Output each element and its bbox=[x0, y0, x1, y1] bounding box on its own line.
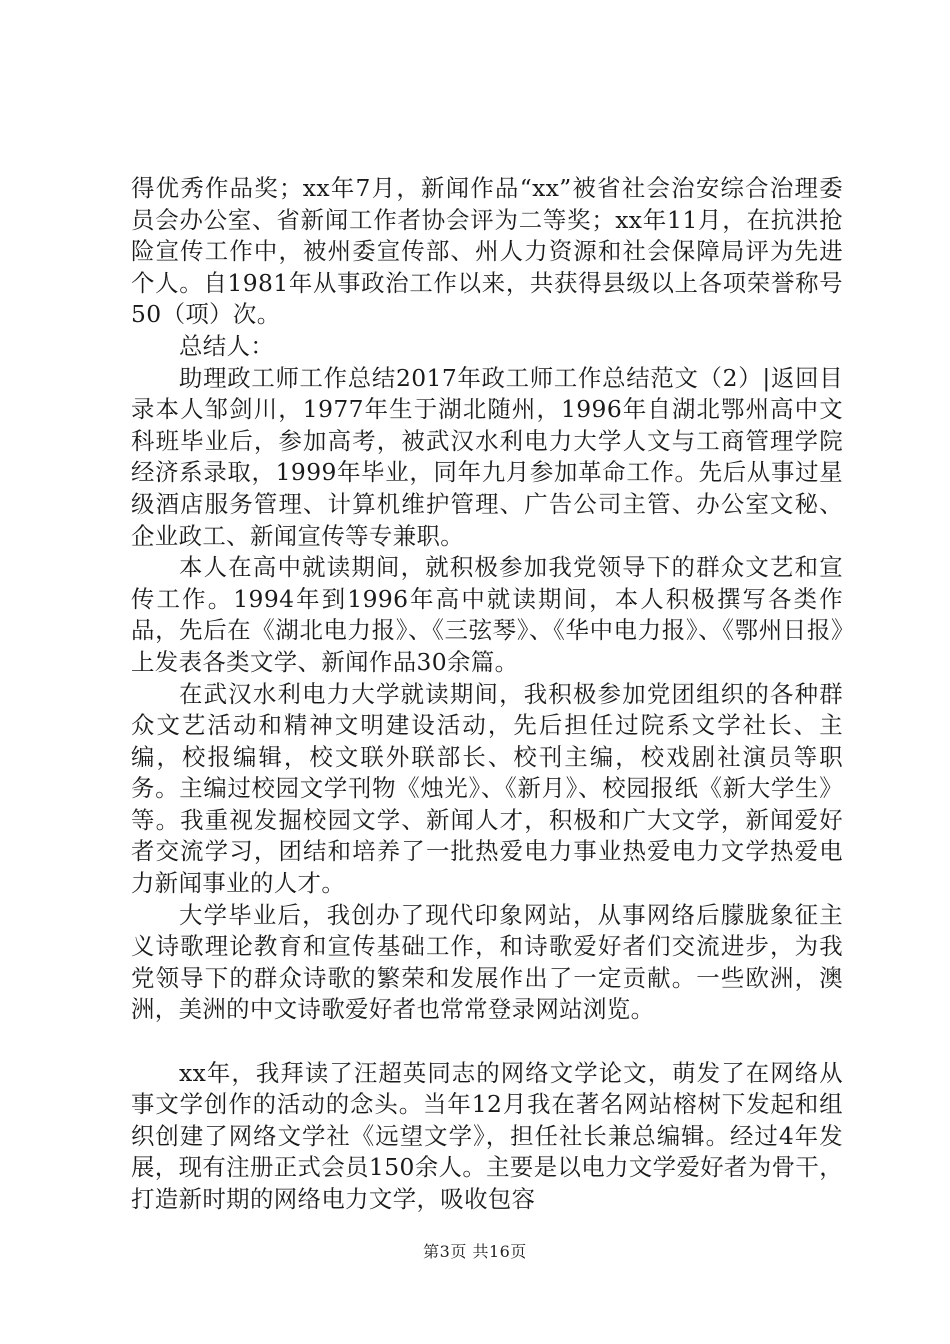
paragraph-university: 在武汉水利电力大学就读期间，我积极参加党团组织的各种群众文艺活动和精神文明建设活动，先后担任过院系文学社长、主编，校报编辑，校文联外联部长、校刊主编，校戏剧社演员等职务。主编过校园文学刊物《烛光》、《新月》、校园报纸《新大学生》等。我重视发掘校园文学、新闻人才，积极和广大文学，新闻爱好者交流学习，团结和培养了一批热爱电力事业热爱电力文学热爱电力新闻事业的人才。 bbox=[131, 679, 843, 898]
paragraph-awards-continued: 得优秀作品奖；xx年7月，新闻作品“xx”被省社会治安综合治理委员会办公室、省新闻工作者协会评为二等奖；xx年11月，在抗洪抢险宣传工作中，被州委宣传部、州人力资源和社会保障局评为先进个人。自1981年从事政治工作以来，共获得县级以上各项荣誉称号50（项）次。 bbox=[131, 174, 843, 329]
paragraph-network-literature: xx年，我拜读了汪超英同志的网络文学论文，萌发了在网络从事文学创作的活动的念头。当年12月我在著名网站榕树下发起和组织创建了网络文学社《远望文学》，担任社长兼总编辑。经过4年发展，现有注册正式会员150余人。主要是以电力文学爱好者为骨干，打造新时期的网络电力文学，吸收包容 bbox=[131, 1058, 843, 1213]
document-body bbox=[131, 173, 843, 1216]
paragraph-high-school: 本人在高中就读期间，就积极参加我党领导下的群众文艺和宣传工作。1994年到1996年高中就读期间，本人积极撰写各类作品，先后在《湖北电力报》、《三弦琴》、《华中电力报》、《鄂州日报》上发表各类文学、新闻作品30余篇。 bbox=[131, 553, 843, 676]
page-number: 第3页 共16页 bbox=[423, 1242, 527, 1261]
paragraph-signature: 总结人： bbox=[179, 331, 275, 360]
paragraph-intro: 助理政工师工作总结2017年政工师工作总结范文（2）|返回目录本人邹剑川，1977年生于湖北随州，1996年自湖北鄂州高中文科班毕业后，参加高考，被武汉水利电力大学人文与工商管理学院经济系录取，1999年毕业，同年九月参加革命工作。先后从事过星级酒店服务管理、计算机维护管理、广告公司主管、办公室文秘、企业政工、新闻宣传等专兼职。 bbox=[131, 363, 843, 550]
paragraph-after-graduation: 大学毕业后，我创办了现代印象网站，从事网络后朦胧象征主义诗歌理论教育和宣传基础工作，和诗歌爱好者们交流进步，为我党领导下的群众诗歌的繁荣和发展作出了一定贡献。一些欧洲，澳洲，美洲的中文诗歌爱好者也常常登录网站浏览。 bbox=[131, 900, 843, 1024]
